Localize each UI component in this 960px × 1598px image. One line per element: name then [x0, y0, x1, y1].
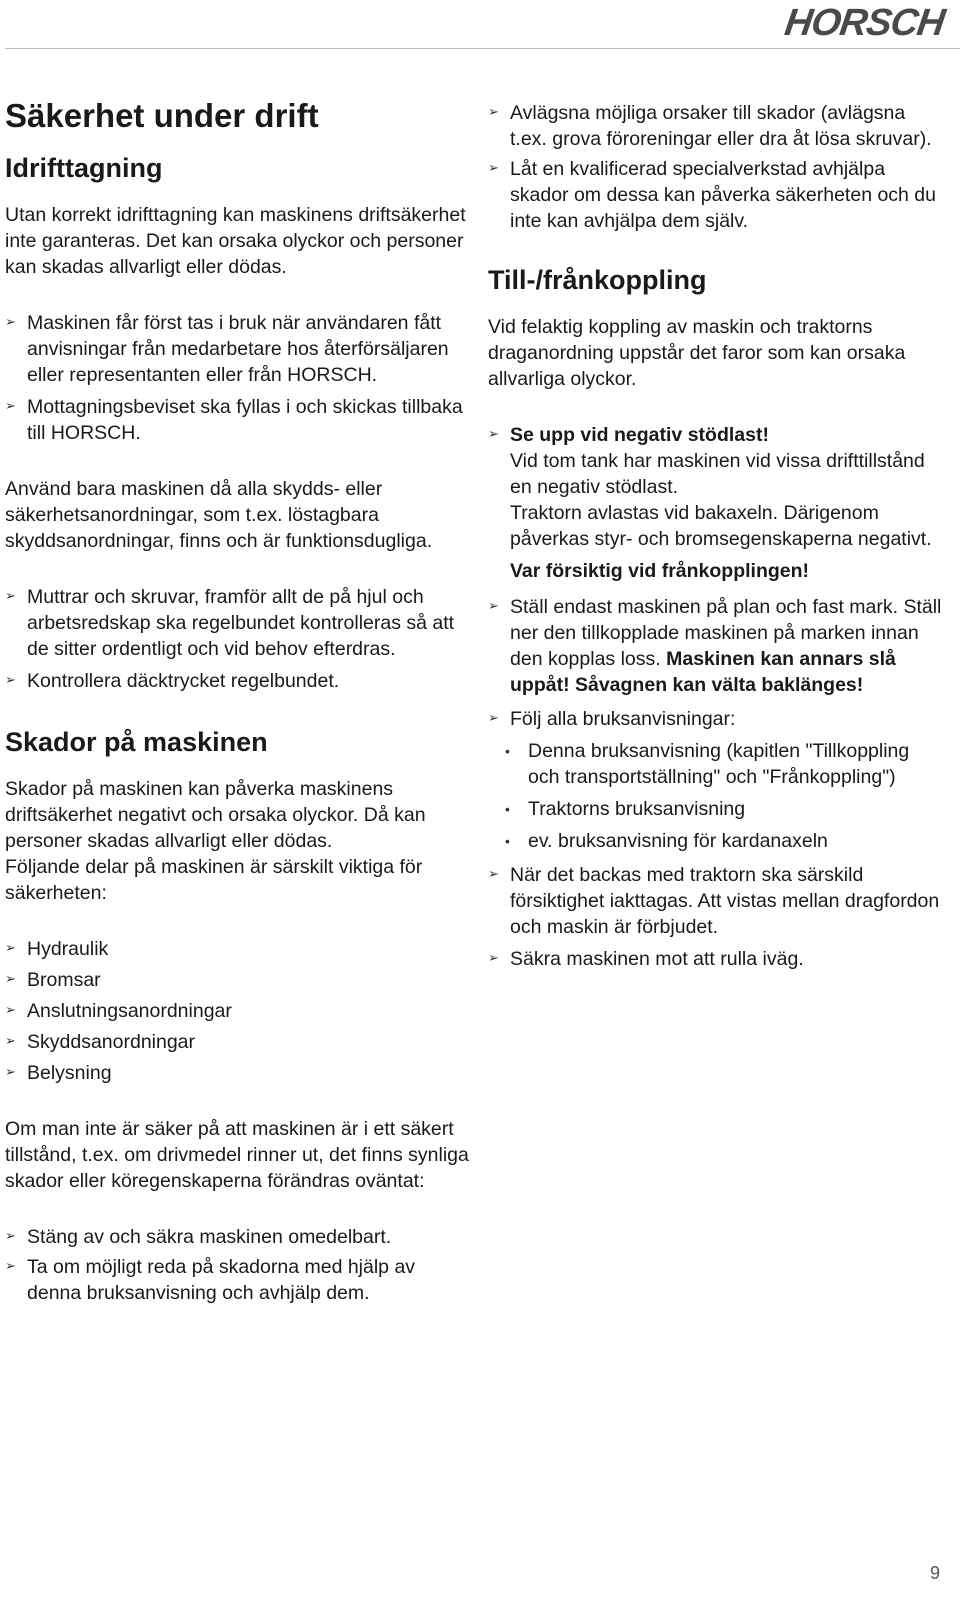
- idrifttagning-intro: Utan korrekt idrifttagning kan maskinens driftsäkerhet inte garanteras. Det kan orsaka olyckor och personer kan skadas allvarligt eller dödas.: [5, 203, 466, 278]
- list-item: [488, 706, 943, 854]
- horsch-logo: HORSCH: [782, 2, 948, 44]
- list-item: • Traktorns bruksanvisning: [488, 796, 943, 822]
- negative-load-title: ➢ Se upp vid negativ stödlast!: [510, 424, 769, 447]
- idrifttagning-list: [5, 310, 470, 446]
- list-item: ➢ Skyddsanordningar: [5, 1029, 470, 1055]
- flat-ground-warning: Maskinen kan annars slå uppåt! Såvagnen kan välta baklänges!: [510, 648, 896, 697]
- list-item: ➢ Hydraulik: [5, 936, 470, 962]
- list-item: ➢ Maskinen får först tas i bruk när användaren fått anvisningar från medarbetare hos återförsäljaren eller representanten eller från HORSCH.: [5, 310, 470, 388]
- protection-paragraph: Använd bara maskinen då alla skydds- eller säkerhetsanordningar, som t.ex. löstagbara skyddsanordningar, finns och är funktionsdugliga.: [5, 477, 433, 552]
- list-item: ➢ Mottagningsbeviset ska fyllas i och skickas tillbaka till HORSCH.: [5, 394, 470, 446]
- manuals-intro: ➢ Följ alla bruksanvisningar:: [510, 708, 736, 731]
- list-item: ➢ Säkra maskinen mot att rulla iväg.: [488, 946, 943, 972]
- list-item: ➢ Stäng av och säkra maskinen omedelbart.: [5, 1224, 470, 1250]
- list-item: ➢ Avlägsna möjliga orsaker till skador (avlägsna t.ex. grova föroreningar eller dra åt lösa skruvar).: [488, 100, 943, 152]
- flat-ground-text: Ställ endast maskinen på plan och fast mark. Ställ ner den tillkopplade maskinen på marken innan den kopplas loss.: [510, 596, 942, 671]
- list-item: [488, 422, 943, 584]
- list-item: • Denna bruksanvisning (kapitlen "Tillkoppling och transportställning" och "Frånkoppling"): [488, 738, 943, 790]
- negative-load-text: Vid tom tank har maskinen vid vissa drifttillstånd en negativ stödlast.: [510, 450, 925, 499]
- right-column: [488, 100, 943, 972]
- damage-parts-list: [5, 936, 470, 1086]
- coupling-intro: Vid felaktig koppling av maskin och traktorns draganordning uppstår det faror som kan orsaka allvarliga olyckor.: [488, 316, 906, 391]
- negative-load-text: Traktorn avlastas vid bakaxeln. Därigenom påverkas styr- och bromsegenskaperna negativt.: [510, 502, 932, 551]
- manuals-list: [488, 738, 943, 854]
- section-heading-skador: Skador på maskinen: [5, 726, 268, 757]
- left-column: [5, 96, 470, 1306]
- damage-actions-list: [488, 100, 943, 234]
- list-item: ➢ Bromsar: [5, 967, 470, 993]
- list-item: ➢ När det backas med traktorn ska särskild försiktighet iakttagas. Att vistas mellan dragfordon och maskin är förbjudet.: [488, 862, 943, 940]
- unsafe-paragraph: Om man inte är säker på att maskinen är i ett säkert tillstånd, t.ex. om drivmedel rinner ut, det finns synliga skador eller köregenskaperna förändras oväntat:: [5, 1118, 469, 1193]
- list-item: ➢ Muttrar och skruvar, framför allt de på hjul och arbetsredskap ska regelbundet kontrolleras så att de sitter ordentligt och vid behov efterdras.: [5, 584, 470, 662]
- list-item: ➢ Kontrollera däcktrycket regelbundet.: [5, 668, 470, 694]
- damage-parts-intro: Följande delar på maskinen är särskilt viktiga för säkerheten:: [5, 856, 423, 905]
- header-divider: [5, 48, 960, 49]
- page-number: 9: [929, 1563, 940, 1583]
- section-heading-koppling: Till-/frånkoppling: [488, 265, 707, 295]
- list-item: • ev. bruksanvisning för kardanaxeln: [488, 828, 943, 854]
- list-item: ➢ Låt en kvalificerad specialverkstad avhjälpa skador om dessa kan påverka säkerheten och du inte kan avhjälpa dem själv.: [488, 156, 943, 234]
- list-item: [488, 594, 943, 698]
- list-item: ➢ Ta om möjligt reda på skadorna med hjälp av denna bruksanvisning och avhjälp dem.: [5, 1254, 470, 1306]
- damage-intro: Skador på maskinen kan påverka maskinens driftsäkerhet negativt och orsaka olyckor. Då kan personer skadas allvarligt eller dödas.: [5, 778, 426, 853]
- negative-load-warning: Var försiktig vid frånkopplingen!: [510, 560, 810, 583]
- list-item: ➢ Anslutningsanordningar: [5, 998, 470, 1024]
- unsafe-actions-list: [5, 1224, 470, 1306]
- checks-list: [5, 584, 470, 694]
- section-heading-idrifttagning: Idrifttagning: [5, 152, 163, 183]
- page-title: Säkerhet under drift: [5, 97, 319, 134]
- coupling-list: [488, 422, 943, 972]
- list-item: ➢ Belysning: [5, 1060, 470, 1086]
